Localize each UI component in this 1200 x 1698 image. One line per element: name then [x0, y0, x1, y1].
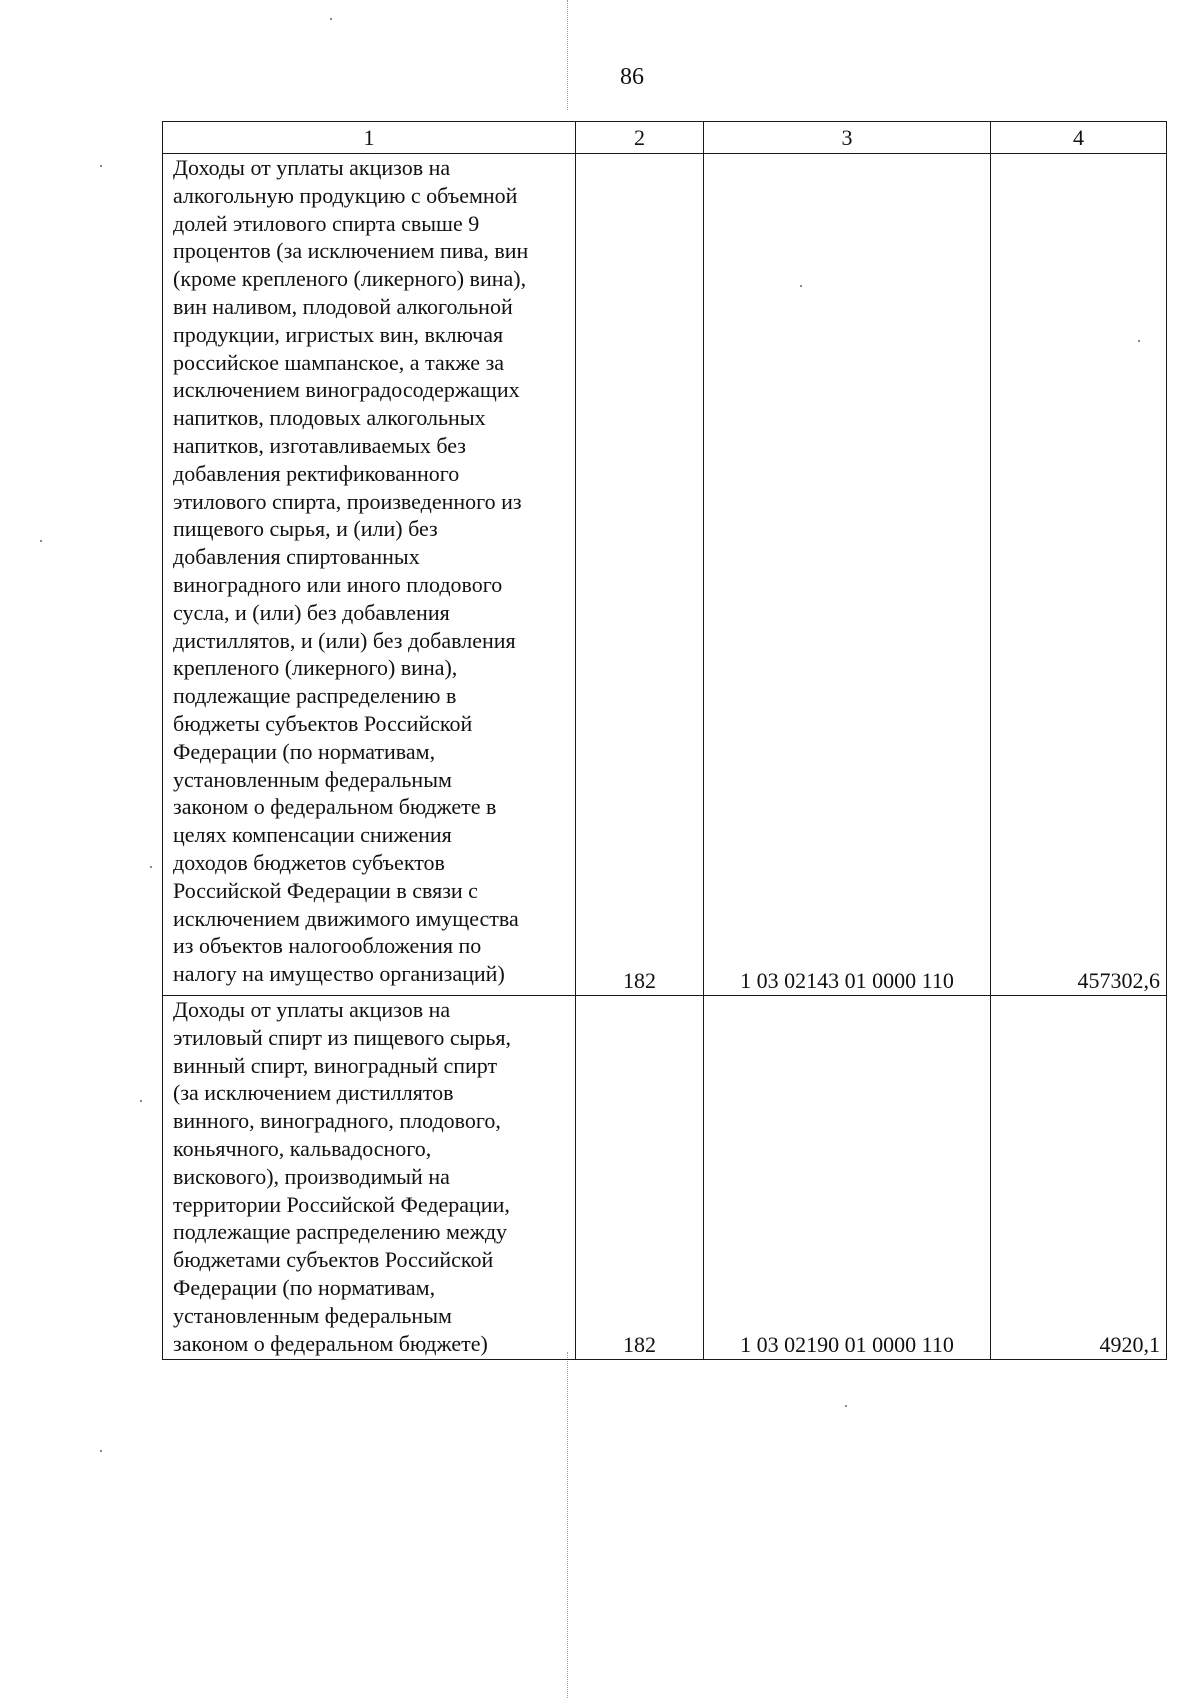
table-row — [163, 996, 1167, 1360]
table-row — [163, 154, 1167, 996]
scan-artifact-dot — [845, 1405, 847, 1407]
table-body — [163, 154, 1167, 1360]
column-header-2: 2 — [576, 122, 704, 154]
scan-artifact-line-bottom — [567, 1352, 568, 1698]
row-kbk-code: 1 03 02143 01 0000 110 — [704, 154, 991, 996]
scan-artifact-dot — [330, 18, 332, 20]
column-header-4: 4 — [991, 122, 1167, 154]
column-header-1: 1 — [163, 122, 576, 154]
scan-artifact-dot — [100, 1450, 102, 1452]
row-amount: 457302,6 — [991, 154, 1167, 996]
scan-artifact-dot — [40, 540, 42, 542]
scan-artifact-line-top — [567, 0, 568, 110]
row-description: Доходы от уплаты акцизов на этиловый спирт из пищевого сырья, винный спирт, виноградный спирт (за исключением дистиллятов винного, виноградного, плодового, коньячного, кальвадосного, вискового), производимый на территории Российской Федерации, подлежащие распределению между бюджетами субъектов Российской Федерации (по нормативам, установленным федеральным законом о федеральном бюджете) — [163, 996, 576, 1360]
row-admin-code: 182 — [576, 996, 704, 1360]
header-row — [163, 122, 1167, 154]
scan-artifact-dot — [100, 165, 102, 167]
row-description: Доходы от уплаты акцизов на алкогольную продукцию с объемной долей этилового спирта свыше 9 процентов (за исключением пива, вин (кроме крепленого (ликерного) вина), вин наливом, плодовой алкогольной продукции, игристых вин, включая российское шампанское, а также за исключением виноградосодержащих напитков, плодовых алкогольных напитков, изготавливаемых без добавления ректификованного этилового спирта, произведенного из пищевого сырья, и (или) без добавления спиртованных виноградного или иного плодового сусла, и (или) без добавления дистиллятов, и (или) без добавления крепленого (ликерного) вина), подлежащие распределению в бюджеты субъектов Российской Федерации (по нормативам, установленным федеральным законом о федеральном бюджете в целях компенсации снижения доходов бюджетов субъектов Российской Федерации в связи с исключением движимого имущества из объектов налогообложения по налогу на имущество организаций) — [163, 154, 576, 996]
scan-artifact-dot — [140, 1100, 142, 1102]
revenue-table — [162, 121, 1167, 1360]
column-header-3: 3 — [704, 122, 991, 154]
table-header — [163, 122, 1167, 154]
row-kbk-code: 1 03 02190 01 0000 110 — [704, 996, 991, 1360]
row-admin-code: 182 — [576, 154, 704, 996]
scan-artifact-dot — [150, 866, 152, 868]
row-amount: 4920,1 — [991, 996, 1167, 1360]
page-number: 86 — [620, 64, 644, 90]
